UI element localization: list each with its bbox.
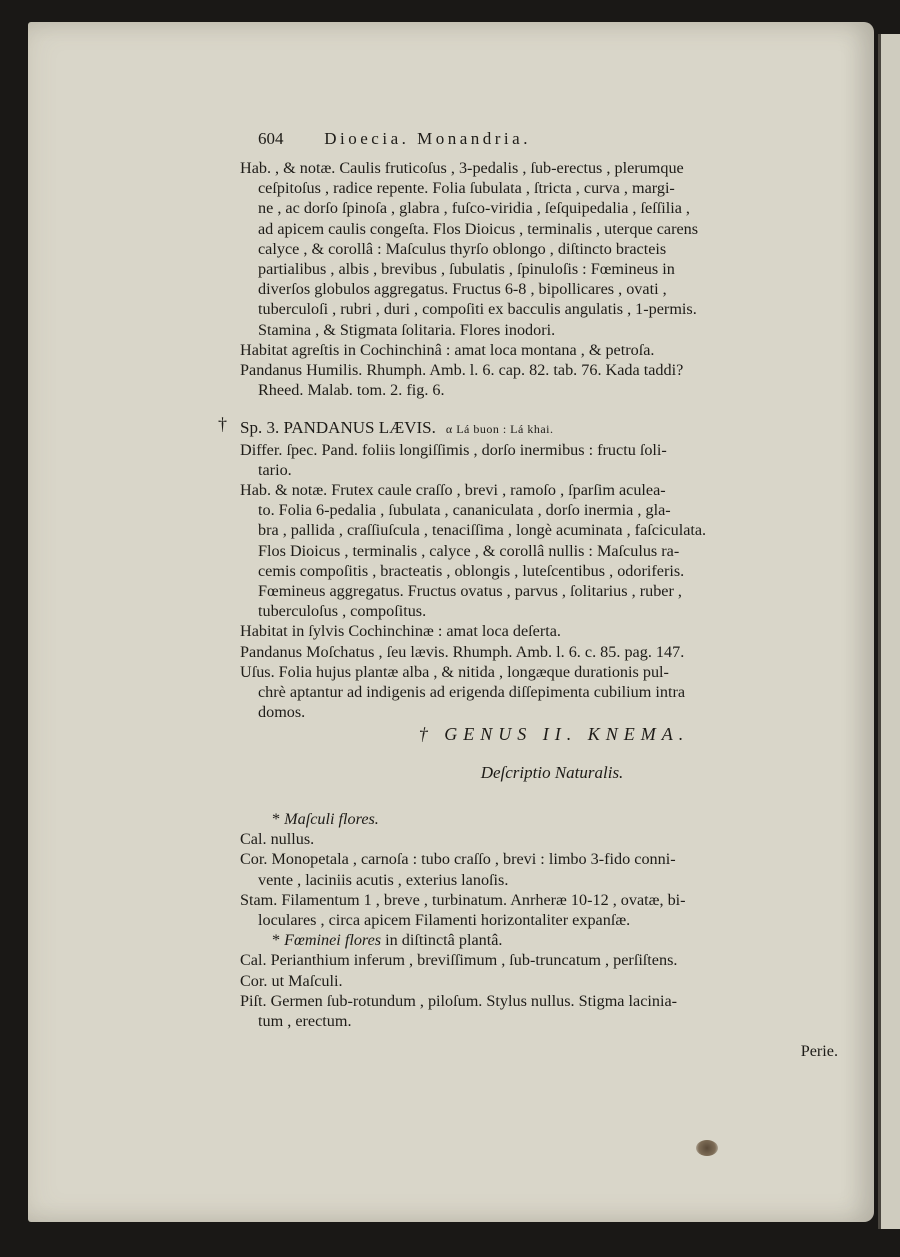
part-text: Perianthium inferum , breviſſimum , ſub-truncatum , perſiſtens.	[270, 951, 678, 970]
habitat-line: Habitat in ſylvis Cochinchinæ : amat loca deſerta.	[240, 622, 561, 641]
part-label: Cal.	[240, 830, 267, 849]
part-text: nullus.	[270, 830, 315, 849]
female-corolla	[240, 971, 838, 991]
text-line: calyce , & corollâ : Maſculus thyrſo oblongo , diſtincto bracteis	[258, 239, 667, 258]
male-flowers-label: Maſculi flores.	[284, 809, 379, 828]
female-flowers-heading	[240, 930, 838, 950]
part-label: Stam.	[240, 890, 278, 909]
text-line: Hab. & notæ. Frutex caule craſſo , brevi , ramoſo , ſparſim aculea-	[240, 481, 666, 500]
description-heading: Deſcriptio Naturalis.	[480, 762, 624, 782]
page-title: Dioecia. Monandria.	[324, 129, 531, 148]
text-line: tuberculoſi , rubri , duri , compoſiti ex bacculis angulatis , 1-permis.	[258, 300, 697, 319]
text-line: Stamina , & Stigmata ſolitaria. Flores inodori.	[258, 320, 556, 339]
text-line: cemis compoſitis , bracteatis , oblongis , luteſcentibus , odoriferis.	[258, 561, 685, 580]
next-page-edge	[878, 34, 900, 1229]
text-line: Flos Dioicus , terminalis , calyce , & corollâ nullis : Maſculus ra-	[258, 541, 680, 560]
part-label: Piſt.	[240, 991, 267, 1010]
female-flowers-tail: in diſtinctâ plantâ.	[385, 931, 503, 950]
sp2-description	[240, 158, 838, 340]
synonym-line: Rheed. Malab. tom. 2. fig. 6.	[258, 381, 445, 400]
male-stamens	[240, 890, 838, 930]
part-text: Filamentum 1 , breve , turbinatum. Anrheræ 10-12 , ovatæ, bi-	[281, 890, 686, 909]
catchword: Perie.	[800, 1042, 838, 1061]
habitat-line: Habitat agreſtis in Cochinchinâ : amat loca montana , & petroſa.	[240, 340, 655, 359]
page-number: 604	[258, 129, 284, 148]
part-text: Germen ſub-rotundum , piloſum. Stylus nullus. Stigma lacinia-	[270, 991, 678, 1010]
female-calyx	[240, 950, 838, 970]
dagger-mark: †	[218, 414, 227, 435]
female-pistil	[240, 991, 838, 1031]
part-text: vente , laciniis acutis , exterius lanoſis.	[258, 870, 509, 889]
text-line: bra , pallida , craſſiuſcula , tenaciſſima , longè acuminata , faſciculata.	[258, 521, 707, 540]
text-line: Fœmineus aggregatus. Fructus ovatus , parvus , ſolitarius , ruber ,	[258, 582, 682, 601]
text-line: tuberculoſus , compoſitus.	[258, 602, 427, 621]
male-calyx	[240, 829, 838, 849]
differentia-line: tario.	[258, 460, 292, 479]
page-body	[218, 158, 838, 1061]
part-label: Cor.	[240, 971, 268, 990]
asterisk-mark: *	[272, 809, 281, 828]
female-flowers-label: Fœminei flores	[284, 931, 382, 950]
synonym-line: Pandanus Moſchatus , ſeu lævis. Rhumph. Amb. l. 6. c. 85. pag. 147.	[240, 642, 685, 661]
text-line: partialibus , albis , brevibus , ſubulatis , ſpinuloſis : Fœmineus in	[258, 260, 675, 279]
text-line: ne , ac dorſo ſpinoſa , glabra , fuſco-viridia , ſeſquipedalia , ſeſſilia ,	[258, 199, 690, 218]
running-head	[258, 128, 858, 150]
vernacular-names: α Lá buon : Lá khai.	[445, 422, 554, 437]
sp3-description	[240, 480, 838, 621]
text-line: ceſpitoſus , radice repente. Folia ſubulata , ſtricta , curva , margi-	[258, 179, 675, 198]
species-heading	[218, 414, 838, 439]
male-flowers-heading	[240, 809, 838, 829]
text-line: Hab. , & notæ. Caulis fruticoſus , 3-pedalis , ſub-erectus , plerumque	[240, 159, 684, 177]
paper-stain	[696, 1140, 718, 1156]
text-line: to. Folia 6-pedalia , ſubulata , cananiculata , dorſo inermia , gla-	[258, 501, 671, 520]
text-line: ad apicem caulis congeſta. Flos Dioicus , terminalis , uterque carens	[258, 219, 699, 238]
usus-line: chrè aptantur ad indigenis ad erigenda diſſepimenta cubilium intra	[258, 683, 686, 702]
usus-line: domos.	[258, 703, 306, 722]
male-corolla	[240, 849, 838, 889]
species-label: Sp. 3. PANDANUS LÆVIS.	[240, 418, 436, 438]
part-text: tum , erectum.	[258, 1011, 352, 1030]
part-label: Cor.	[240, 850, 268, 869]
part-text: ut Maſculi.	[271, 971, 343, 990]
text-line: diverſos globulos aggregatus. Fructus 6-8 , bipollicares , ovati ,	[258, 280, 667, 299]
part-text: loculares , circa apicem Filamenti horizontaliter expanſæ.	[258, 910, 631, 929]
asterisk-mark: *	[272, 931, 281, 950]
part-label: Cal.	[240, 951, 267, 970]
part-text: Monopetala , carnoſa : tubo craſſo , brevi : limbo 3-fido conni-	[271, 850, 676, 869]
usus-line: Uſus. Folia hujus plantæ alba , & nitida , longæque durationis pul-	[240, 662, 669, 681]
synonym-line: Pandanus Humilis. Rhumph. Amb. l. 6. cap. 82. tab. 76. Kada taddi?	[240, 361, 684, 380]
genus-heading: † GENUS II. KNEMA.	[418, 724, 690, 745]
differentia-line: Differ. ſpec. Pand. foliis longiſſimis , dorſo inermibus : fructu ſoli-	[240, 440, 667, 459]
